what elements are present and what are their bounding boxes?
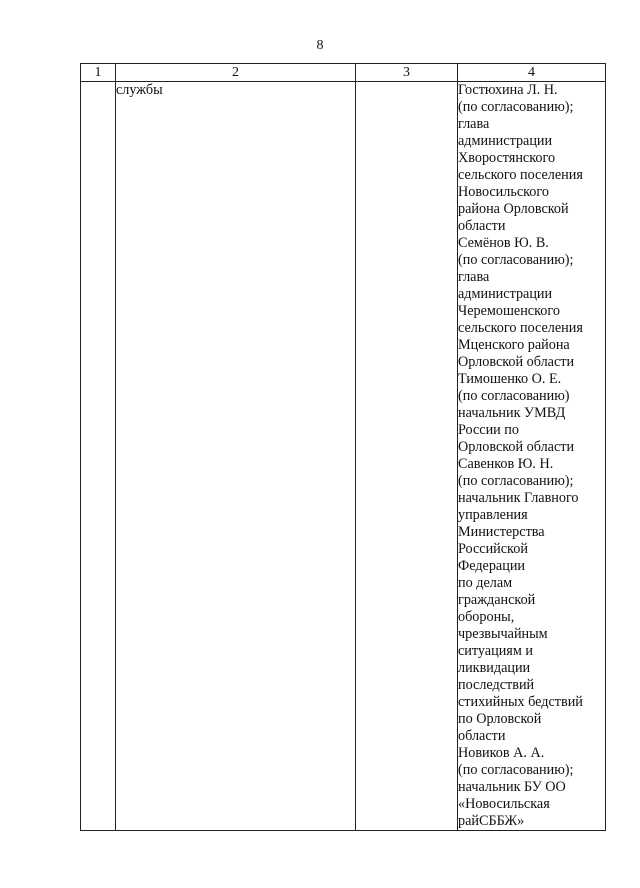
col4-text-line: (по согласованию); xyxy=(458,473,574,489)
col4-text-line: обороны, xyxy=(458,609,515,625)
col4-text-line: Новиков А. А. xyxy=(458,745,545,761)
col4-text-line: «Новосильская xyxy=(458,796,550,812)
col4-text-line: (по согласованию); xyxy=(458,252,574,268)
col4-text-line: по делам xyxy=(458,575,513,591)
col4-text-line: Черемошенского xyxy=(458,303,560,319)
col4-text-line: (по согласованию); xyxy=(458,99,574,115)
col4-text-line: начальник БУ ОО xyxy=(458,779,566,795)
col4-text-line: России по xyxy=(458,422,519,438)
table-cell-col4 xyxy=(458,82,606,831)
table-row xyxy=(81,82,606,831)
responsible-persons-list xyxy=(458,82,605,830)
col4-text-line: чрезвычайным xyxy=(458,626,548,642)
page-number: 8 xyxy=(316,38,324,53)
col4-text-line: сельского поселения xyxy=(458,320,583,336)
col4-text-line: начальник Главного xyxy=(458,490,579,506)
col4-text-line: сельского поселения xyxy=(458,167,583,183)
col4-text-line: Тимошенко О. Е. xyxy=(458,371,562,387)
col4-text-line: Федерации xyxy=(458,558,526,574)
col4-text-line: администрации xyxy=(458,286,553,302)
col4-text-line: Хворостянского xyxy=(458,150,556,166)
col4-text-line: райСББЖ» xyxy=(458,813,525,829)
col4-text-line: по Орловской xyxy=(458,711,542,727)
col4-text-line: Орловской области xyxy=(458,354,575,370)
document-table xyxy=(80,63,606,831)
col4-text-line: области xyxy=(458,218,506,234)
col4-text-line: Российской xyxy=(458,541,528,557)
table-header-row xyxy=(81,64,606,82)
table-cell-col1 xyxy=(81,82,116,831)
col4-text-line: Орловской области xyxy=(458,439,575,455)
column-header-4: 4 xyxy=(458,64,606,82)
col4-text-line: последствий xyxy=(458,677,535,693)
col4-text-line: Савенков Ю. Н. xyxy=(458,456,554,472)
col4-text-line: (по согласованию); xyxy=(458,762,574,778)
col4-text-line: района Орловской xyxy=(458,201,569,217)
table-cell-col3 xyxy=(356,82,458,831)
col4-text-line: начальник УМВД xyxy=(458,405,566,421)
col4-text-line: (по согласованию) xyxy=(458,388,570,404)
column-header-3: 3 xyxy=(356,64,458,82)
col4-text-line: Новосильского xyxy=(458,184,549,200)
column-header-1: 1 xyxy=(81,64,116,82)
col4-text-line: ситуациям и xyxy=(458,643,533,659)
col4-text-line: Гостюхина Л. Н. xyxy=(458,82,558,98)
col4-text-line: глава xyxy=(458,269,490,285)
col4-text-line: гражданской xyxy=(458,592,536,608)
table-cell-col2: службы xyxy=(116,82,356,831)
col4-text-line: стихийных бедствий xyxy=(458,694,583,710)
column-header-2: 2 xyxy=(116,64,356,82)
col4-text-line: глава xyxy=(458,116,490,132)
col4-text-line: области xyxy=(458,728,506,744)
col4-text-line: Мценского района xyxy=(458,337,570,353)
col4-text-line: Министерства xyxy=(458,524,545,540)
col4-text-line: управления xyxy=(458,507,528,523)
col4-text-line: ликвидации xyxy=(458,660,531,676)
col4-text-line: Семёнов Ю. В. xyxy=(458,235,549,251)
col4-text-line: администрации xyxy=(458,133,553,149)
